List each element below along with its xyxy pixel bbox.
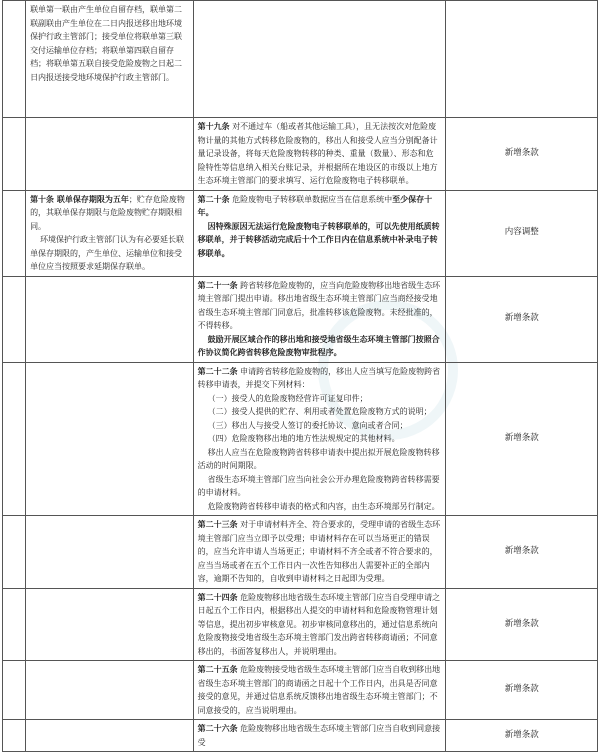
change-note: 新增条款 — [446, 362, 598, 516]
new-text-cell: 第二十一条 跨省转移危险废物的，应当向危险废物移出地省级生态环境主管部门提出申请。移出地省级生态环境主管部门应当商经接受地省级生态环境主管部门同意后，批准转移该危险废物。未经批准的，不得转移。 鼓励开展区域合作的移出地和接受地省级生态环境主管部门按照合作协议简化跨省转移危险废物审批程序。 — [193, 276, 446, 362]
change-note: 新增条款 — [446, 118, 598, 191]
table-row — [3, 1, 598, 118]
new-text-cell: 第二十五条 危险废物接受地省级生态环境主管部门应当自收到移出地省级生态环境主管部门的商请函之日起十个工作日内，出具是否同意接受的意见，并通过信息系统反馈移出地省级生态环境主管部门；不同意接受的，应当说明理由。 — [193, 661, 446, 720]
change-note: 内容调整 — [446, 190, 598, 276]
new-text-cell: 第二十三条 对于申请材料齐全、符合要求的，受理申请的省级生态环境主管部门应当立即予以受理；申请材料存在可以当场更正的错误的，应当允许申请人当场更正；申请材料不齐全或者不符合要求的，应当当场或者在五个工作日内一次性告知移出人需要补正的全部内容，逾期不告知的，自收到申请材料之日起即为受理。 — [193, 516, 446, 589]
table-row — [3, 276, 598, 362]
change-note: 新增条款 — [446, 276, 598, 362]
table-row — [3, 362, 598, 516]
new-text-cell: 第二十六条 危险废物移出地省级生态环境主管部门应当自收到同意接受 — [193, 720, 446, 752]
new-text-cell: 第十九条 对不通过车（船或者其他运输工具），且无法按次对危险废物计量的其他方式转移危险废物的，移出人和接受人应当分别配备计量记录设备，将每天危险废物转移的种类、重量（数量）、形态和危险特性等信息纳入相关台账记录，并根据所在地设区的市级以上地方生态环境主管部门的要求填写、运行危险废物电子转移联单。 — [193, 118, 446, 191]
table-row — [3, 190, 598, 276]
old-text-cell: 第十条 联单保存期限为五年；贮存危险废物的，其联单保存期限与危险废物贮存期限相同。 环境保护行政主管部门认为有必要延长联单保存期限的，产生单位、运输单位和接受单位应当按照要求延期保存联单。 — [26, 190, 194, 276]
comparison-table — [2, 0, 598, 752]
change-note: 新增条款 — [446, 516, 598, 589]
new-text-cell: 第二十条 危险废物电子转移联单数据应当在信息系统中至少保存十年。 因特殊原因无法运行危险废物电子转移联单的，可以先使用纸质转移联单，并于转移活动完成后十个工作日内在信息系统中补录电子转移联单。 — [193, 190, 446, 276]
new-text-cell: 第二十二条 申请跨省转移危险废物的，移出人应当填写危险废物跨省转移申请表，并提交下列材料： （一）接受人的危险废物经营许可证复印件； （二）接受人提供的贮存、利用或者处置危险废物方式的说明； （三）移出人与接受人签订的委托协议、意向或者合同； （四）危险废物移出地的地方性法规规定的其他材料。 移出人应当在危险废物跨省转移申请表中提出拟开展危险废物转移活动的时间期限。 省级生态环境主管部门应当向社会公开办理危险废物跨省转移需要的申请材料。 危险废物跨省转移申请表的格式和内容，由生态环境部另行制定。 — [193, 362, 446, 516]
table-row — [3, 720, 598, 752]
table-row — [3, 516, 598, 589]
change-note: 新增条款 — [446, 661, 598, 720]
change-note: 新增条款 — [446, 720, 598, 752]
table-row — [3, 118, 598, 191]
change-note: 新增条款 — [446, 588, 598, 661]
old-text-cell: 联单第一联由产生单位自留存档，联单第二联副联由产生单位在二日内报送移出地环境保护行政主管部门；接受单位将联单第三联交付运输单位存档；将联单第四联自留存档；将联单第五联自接受危险废物之日起二日内报送接受地环境保护行政主管部门。 — [26, 1, 194, 118]
new-text-cell: 第二十四条 危险废物移出地省级生态环境主管部门应当自受理申请之日起五个工作日内，根据移出人提交的申请材料和危险废物管理计划等信息，提出初步审核意见。初步审核同意移出的，通过信息系统向危险废物接受地省级生态环境主管部门发出跨省转移商请函；不同意移出的，书面答复移出人，并说明理由。 — [193, 588, 446, 661]
table-row — [3, 588, 598, 661]
table-row — [3, 661, 598, 720]
